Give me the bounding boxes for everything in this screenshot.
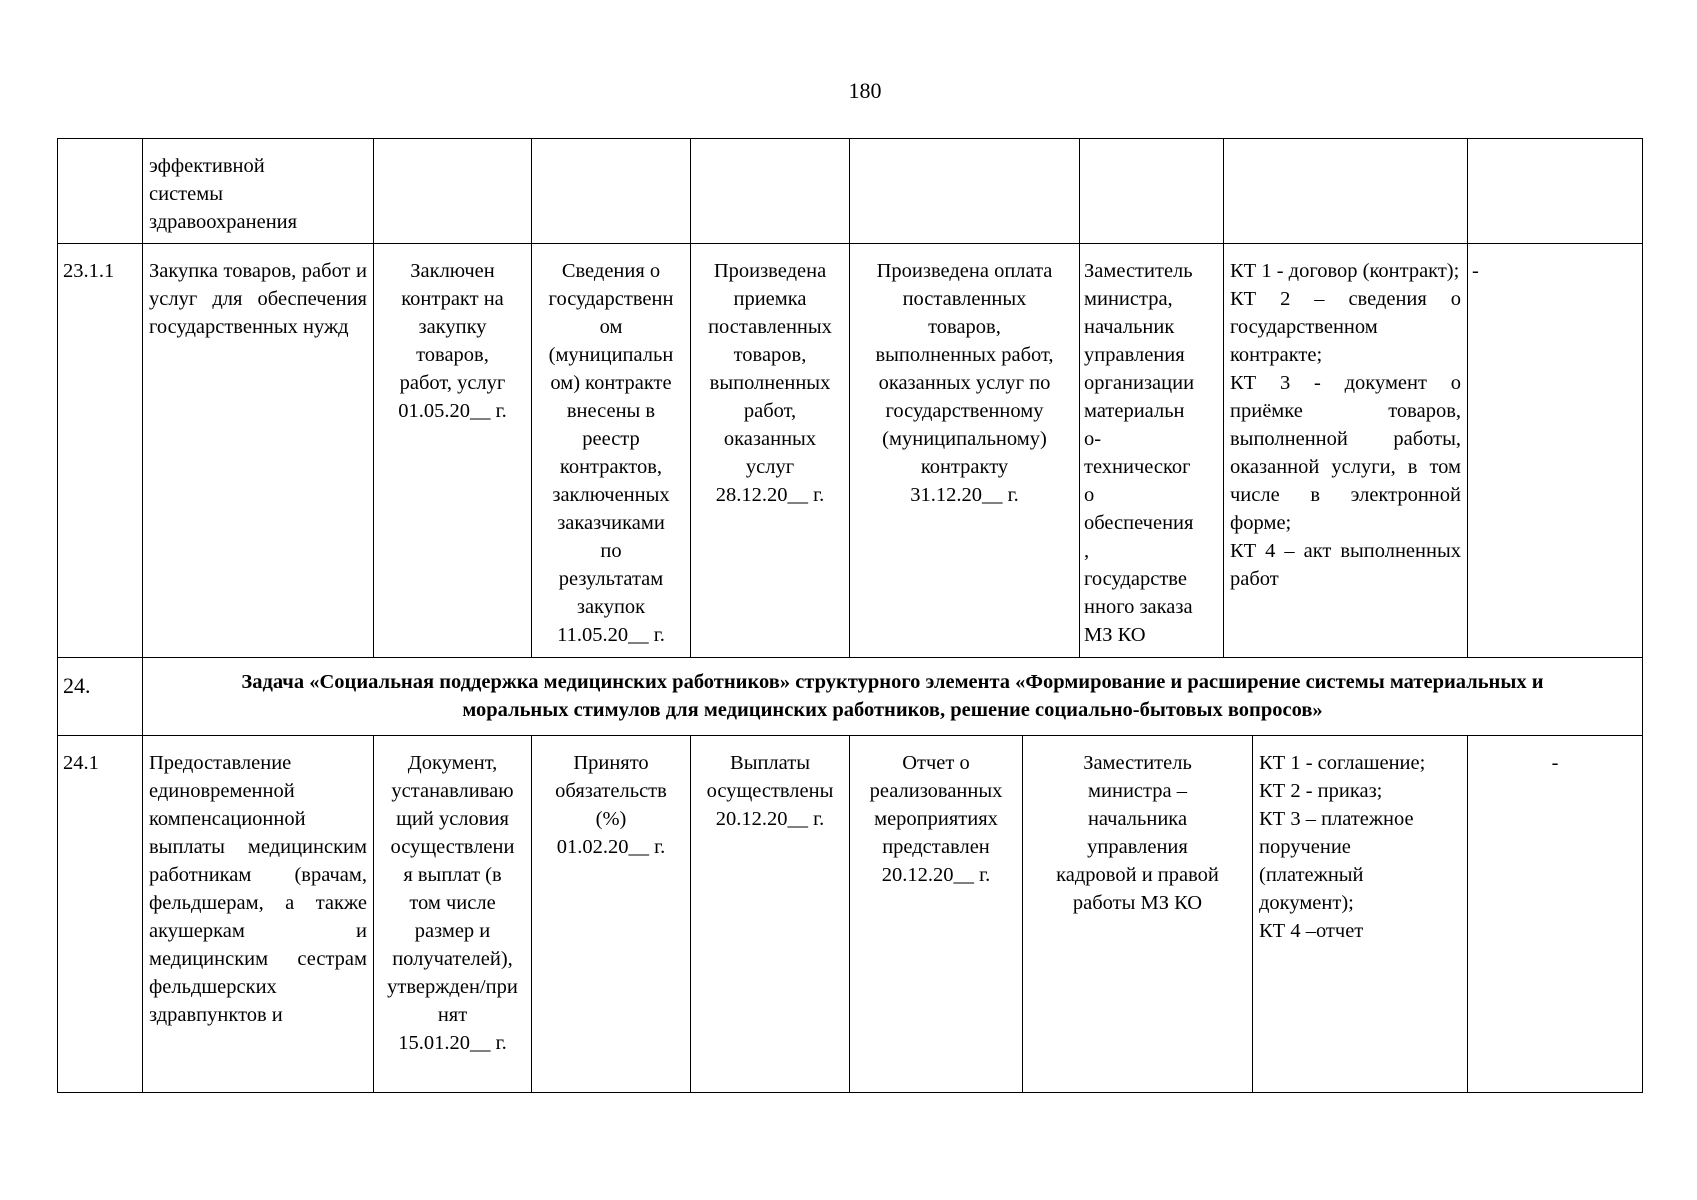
page-number: 180 [848, 78, 882, 103]
row0-empty-cell [1224, 138, 1468, 244]
row1-notes-cell: - [1468, 244, 1643, 658]
row0-name-cell: эффективной системы здравоохранения [143, 138, 374, 244]
row3-milestone-4-cell: Отчет о реализованных мероприятиях представлен 20.12.20__ г. [850, 736, 1023, 1093]
row3-milestone-1-cell: Документ, устанавливаю щий условия осуществлени я выплат (в том числе размер и получателей), утвержден/при нят 15.01.20__ г. [374, 736, 532, 1093]
row3-name-cell: Предоставление единовременной компенсационной выплаты медицинским работникам (врачам, фельдшерам, а также акушеркам и медицинским сестрам фельдшерских здравпунктов и [143, 736, 374, 1093]
row0-empty-cell [850, 138, 1080, 244]
document-table [57, 138, 1643, 1093]
row1-num-cell: 23.1.1 [57, 244, 143, 658]
row2-num-cell: 24. [57, 658, 143, 736]
row0-empty-cell [1468, 138, 1643, 244]
row1-milestone-2-cell: Сведения о государственн ом (муниципальн ом) контракте внесены в реестр контрактов, заключенных заказчиками по результатам закупок 11.05.20__ г. [532, 244, 691, 658]
row1-name-cell: Закупка товаров, работ и услуг для обеспечения государственных нужд [143, 244, 374, 658]
row3-control-points-cell: КТ 1 - соглашение; КТ 2 - приказ; КТ 3 – платежное поручение (платежный документ); КТ 4 –отчет [1253, 736, 1468, 1093]
row1-milestone-1-cell: Заключен контракт на закупку товаров, работ, услуг 01.05.20__ г. [374, 244, 532, 658]
task-heading-cell: Задача «Социальная поддержка медицинских работников» структурного элемента «Формирование и расширение системы материальных и моральных стимулов для медицинских работников, решение социально-бытовых вопросов» [143, 658, 1643, 736]
row3-notes-cell: - [1468, 736, 1643, 1093]
row3-responsible-cell: Заместитель министра – начальника управления кадровой и правой работы МЗ КО [1023, 736, 1253, 1093]
row0-empty-cell [532, 138, 691, 244]
row0-empty-cell [374, 138, 532, 244]
row1-milestone-4-cell: Произведена оплата поставленных товаров, выполненных работ, оказанных услуг по государственному (муниципальному) контракту 31.12.20__ г. [850, 244, 1080, 658]
row1-milestone-3-cell: Произведена приемка поставленных товаров, выполненных работ, оказанных услуг 28.12.20__ г. [691, 244, 850, 658]
row3-milestone-3-cell: Выплаты осуществлены 20.12.20__ г. [691, 736, 850, 1093]
row3-milestone-2-cell: Принято обязательств (%) 01.02.20__ г. [532, 736, 691, 1093]
row1-responsible-cell: Заместитель министра, начальник управления организации материальн о- техническог о обеспечения , государстве нного заказа МЗ КО [1080, 244, 1224, 658]
row0-empty-cell [1080, 138, 1224, 244]
row1-control-points-cell: КТ 1 - договор (контракт); КТ 2 – сведения о государственном контракте; КТ 3 - документ о приёмке товаров, выполненной работы, оказанной услуги, в том числе в электронной форме; КТ 4 – акт выполненных работ [1224, 244, 1468, 658]
row3-num-cell: 24.1 [57, 736, 143, 1093]
row0-num-cell [57, 138, 143, 244]
row0-empty-cell [691, 138, 850, 244]
